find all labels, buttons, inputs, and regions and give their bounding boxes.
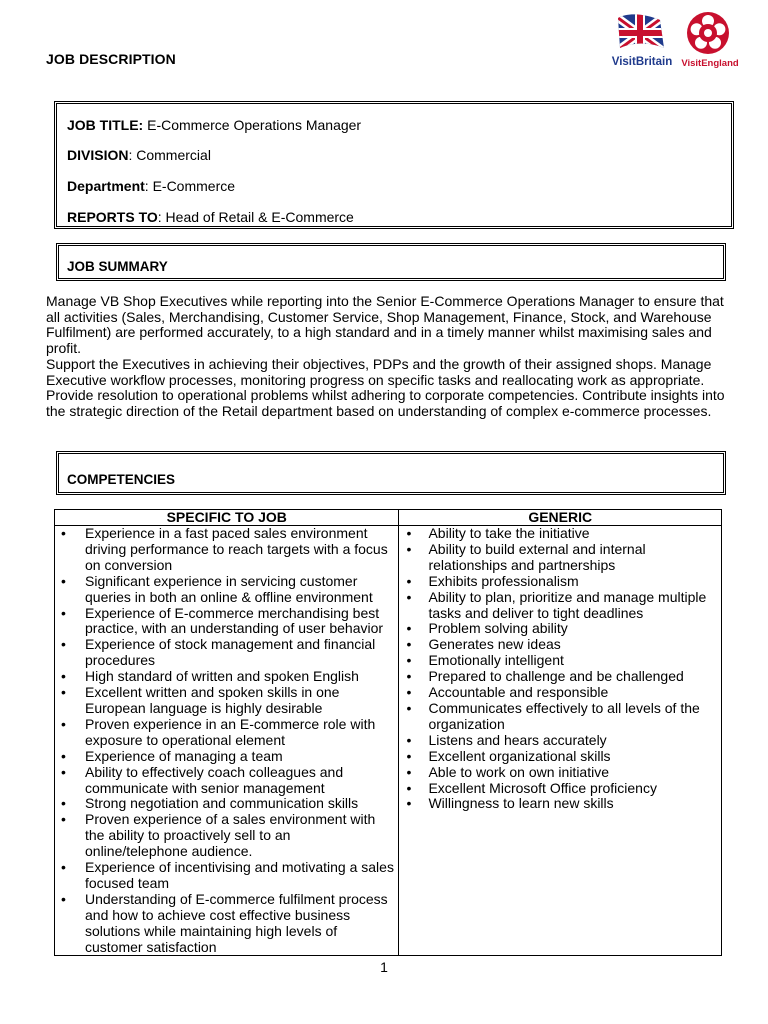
summary-paragraph: Manage VB Shop Executives while reporting into the Senior E-Commerce Operations Manager to ensure that all activities (Sales, Merchandising, Customer Service, Shop Management, Finance, Stock, and Warehouse Fulfilment) are performed accurately, to a high standard and in a timely manner whilst maximising sales and profit. <box>46 293 724 357</box>
list-item: • Experience of stock management and financial procedures <box>55 637 398 669</box>
list-item: • Experience of incentivising and motivating a sales focused team <box>55 860 398 892</box>
job-title-value: E-Commerce Operations Manager <box>143 117 362 133</box>
division-label: DIVISION <box>67 147 129 163</box>
list-item: • Exhibits professionalism <box>399 574 721 590</box>
job-title-field <box>67 117 361 133</box>
summary-paragraph: Support the Executives in achieving their objectives, PDPs and the growth of their assigned shops. Manage Executive workflow processes, monitoring progress on specific tasks and reallocating work as appropriate. Provide resolution to operational problems whilst adhering to corporate competencies. Contribute insights into the strategic direction of the Retail department based on understanding of complex e-commerce processes. <box>46 355 725 419</box>
list-item: • Excellent Microsoft Office proficiency <box>399 781 721 797</box>
list-item: • Proven experience in an E-commerce role with exposure to operational element <box>55 717 398 749</box>
competencies-table <box>54 509 722 956</box>
visitengland-logo <box>676 10 740 76</box>
tudor-rose-icon <box>676 10 740 58</box>
list-item: • Understanding of E-commerce fulfilment process and how to achieve cost effective business solutions while maintaining high levels of customer satisfaction <box>55 892 398 956</box>
document-heading: JOB DESCRIPTION <box>46 51 176 67</box>
list-item: • Excellent written and spoken skills in one European language is highly desirable <box>55 685 398 717</box>
competencies-title: COMPETENCIES <box>67 472 176 487</box>
reports-to-value: : Head of Retail & E-Commerce <box>157 209 354 225</box>
reports-to-field <box>67 209 354 225</box>
job-summary-text <box>46 294 726 420</box>
generic-competencies-cell <box>399 526 722 956</box>
list-item: • Significant experience in servicing customer queries in both an online & offline environment <box>55 574 398 606</box>
specific-column-header: SPECIFIC TO JOB <box>55 510 399 526</box>
list-item: • Proven experience of a sales environment with the ability to proactively sell to an online/telephone audience. <box>55 812 398 860</box>
union-flag-icon <box>610 12 670 56</box>
list-item: • Strong negotiation and communication skills <box>55 796 398 812</box>
department-value: : E-Commerce <box>144 178 236 194</box>
list-item: • Listens and hears accurately <box>399 733 721 749</box>
list-item: • Experience of managing a team <box>55 749 398 765</box>
list-item: • Ability to plan, prioritize and manage multiple tasks and deliver to tight deadlines <box>399 590 721 622</box>
department-field <box>67 178 235 194</box>
list-item: • Able to work on own initiative <box>399 765 721 781</box>
visitbritain-logo <box>610 12 673 76</box>
job-title-label: JOB TITLE: <box>67 117 144 133</box>
list-item: • High standard of written and spoken English <box>55 669 398 685</box>
department-label: Department <box>67 178 145 194</box>
page-number: 1 <box>380 959 388 975</box>
list-item: • Ability to effectively coach colleagues and communicate with senior management <box>55 765 398 797</box>
list-item: • Emotionally intelligent <box>399 653 721 669</box>
specific-competencies-list <box>55 526 398 955</box>
list-item: • Ability to take the initiative <box>399 526 721 542</box>
specific-competencies-cell <box>55 526 399 956</box>
list-item: • Generates new ideas <box>399 637 721 653</box>
list-item: • Excellent organizational skills <box>399 749 721 765</box>
list-item: • Willingness to learn new skills <box>399 796 721 812</box>
list-item: • Prepared to challenge and be challenged <box>399 669 721 685</box>
list-item: • Experience in a fast paced sales environment driving performance to reach targets with a focus on conversion <box>55 526 398 574</box>
job-summary-title: JOB SUMMARY <box>67 259 168 274</box>
visitbritain-wordmark: VisitBritain <box>611 56 673 68</box>
list-item: • Experience of E-commerce merchandising best practice, with an understanding of user behavior <box>55 606 398 638</box>
list-item: • Problem solving ability <box>399 621 721 637</box>
list-item: • Accountable and responsible <box>399 685 721 701</box>
generic-column-header: GENERIC <box>399 510 722 526</box>
reports-to-label: REPORTS TO <box>67 209 158 225</box>
list-item: • Ability to build external and internal relationships and partnerships <box>399 542 721 574</box>
generic-competencies-list <box>399 526 721 812</box>
division-field <box>67 147 211 163</box>
division-value: : Commercial <box>128 147 211 163</box>
logos <box>606 10 742 74</box>
visitengland-wordmark: VisitEngland <box>681 58 739 69</box>
list-item: • Communicates effectively to all levels of the organization <box>399 701 721 733</box>
